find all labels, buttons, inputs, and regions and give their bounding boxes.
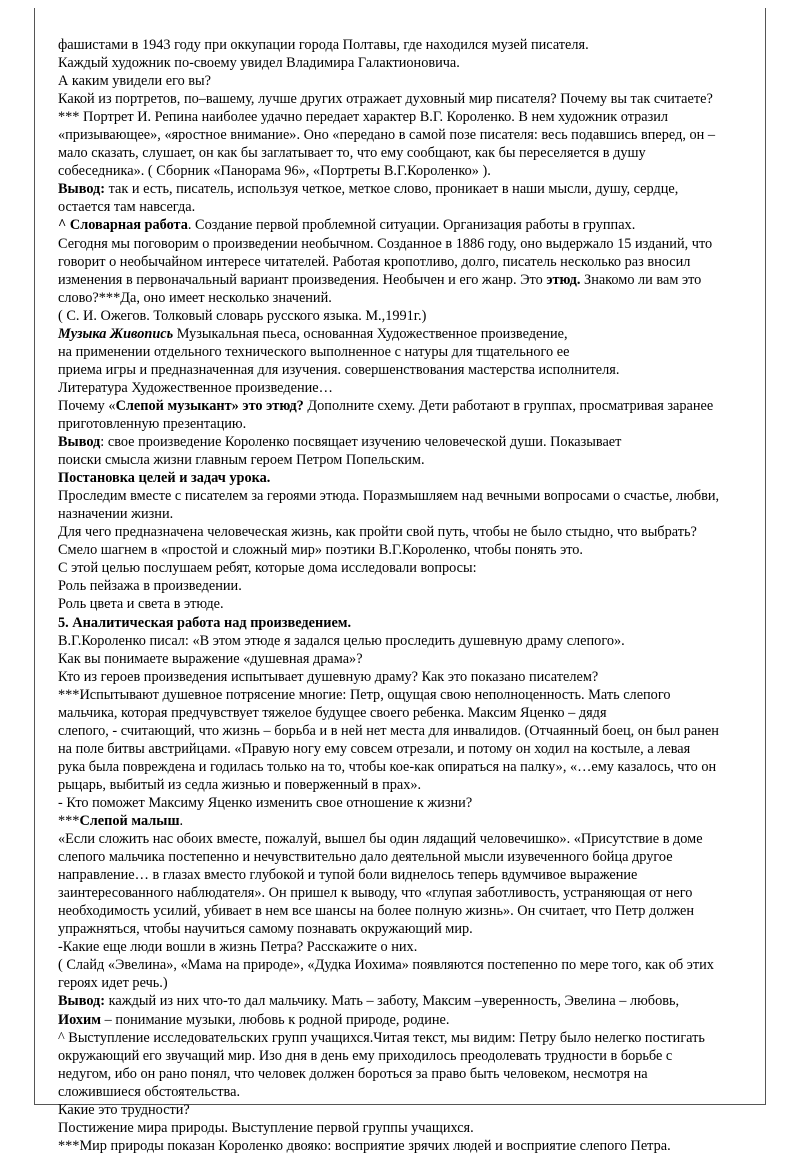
text-run: изменения в первоначальный вариант произведения. Необычен и его жанр. Это	[58, 271, 547, 288]
text-run: – понимание музыки, любовь к родной природе, родине.	[101, 1011, 450, 1028]
text-line: Литература Художественное произведение…	[58, 379, 333, 396]
emphasis-run: Музыка Живопись	[58, 325, 174, 342]
text-line: необходимость усилий, убивает в нем все шансы на более полную жизнь». Он считает, что Петр должен	[58, 903, 695, 920]
text-line: Для чего предназначена человеческая жизнь, как пройти свой путь, чтобы не было стыдно, что выбрать?	[58, 524, 697, 541]
text-line: А каким увидели его вы?	[58, 73, 212, 90]
text-line: Роль пейзажа в произведении.	[58, 578, 242, 595]
text-line: мальчика, которая предчувствует тяжелое будущее своего ребенка. Максим Яценко – дядя	[58, 704, 607, 721]
text-line: приготовленную презентацию.	[58, 415, 247, 432]
emphasis-run: ^ Словарная работа	[58, 217, 188, 234]
text-line: - Кто поможет Максиму Яценко изменить свое отношение к жизни?	[58, 794, 473, 811]
text-line: героях идет речь.)	[58, 975, 168, 992]
text-run: Дополните схему. Дети работают в группах, просматривая заранее	[303, 397, 714, 414]
text-line	[58, 614, 758, 632]
text-line: Сегодня мы поговорим о произведении необычном. Созданное в 1886 году, оно выдержало 15 изданий, что	[58, 235, 713, 252]
text-line: Какие это трудности?	[58, 1101, 190, 1118]
emphasis-run: этюд.	[546, 271, 581, 288]
text-line: слепого мальчика постепенно и нечувствительно дало деятельной мысли изувеченного бойца другое	[58, 849, 673, 866]
text-run: каждый из них что-то дал мальчику. Мать – заботу, Максим –уверенность, Эвелина – любовь,	[105, 993, 680, 1010]
text-line: рыцарь, выбитый из седла жизнью и поверженный в прах».	[58, 776, 422, 793]
text-line	[58, 1011, 758, 1029]
text-line	[58, 433, 758, 451]
text-line: ^ Выступление исследовательских групп учащихся.Читая текст, мы видим: Петру было нелегко постигать	[58, 1029, 705, 1046]
text-line: Постижение мира природы. Выступление первой группы учащихся.	[58, 1119, 474, 1136]
text-line: *** Портрет И. Репина наиболее удачно передает характер В.Г. Короленко. В нем художник отразил	[58, 109, 669, 126]
text-run: Почему «	[58, 397, 116, 414]
emphasis-run: Иохим	[58, 1011, 102, 1028]
text-line	[58, 397, 758, 415]
emphasis-run: Слепой музыкант» это этюд?	[115, 397, 304, 414]
emphasis-run: Вывод:	[58, 181, 106, 198]
text-line: Смело шагнем в «простой и сложный мир» поэтики В.Г.Короленко, чтобы понять это.	[58, 542, 583, 559]
text-line: -Какие еще люди вошли в жизнь Петра? Расскажите о них.	[58, 939, 418, 956]
text-line	[58, 271, 758, 289]
text-line	[58, 992, 758, 1010]
text-line: В.Г.Короленко писал: «В этом этюде я задался целью проследить душевную драму слепого».	[58, 632, 625, 649]
text-line: «призывающее», «яростное внимание». Оно «передано в самой позе писателя: весь подавшись вперед, он –	[58, 127, 716, 144]
emphasis-run: 5. Аналитическая работа над произведением.	[58, 614, 352, 631]
emphasis-run: Вывод	[58, 434, 101, 451]
text-line: говорит о необычайном интересе читателей. Работая кропотливо, долго, писатель несколько раз вносил	[58, 253, 691, 270]
text-run: Музыкальная пьеса, основанная Художественное произведение,	[173, 325, 568, 342]
text-line: сложившиеся обстоятельства.	[58, 1083, 241, 1100]
text-line: С этой целью послушаем ребят, которые дома исследовали вопросы:	[58, 560, 477, 577]
text-line: ( С. И. Ожегов. Толковый словарь русского языка. М.,1991г.)	[58, 307, 427, 324]
text-run: : свое произведение Короленко посвящает изучению человеческой души. Показывает	[100, 434, 622, 451]
text-line: поиски смысла жизни главным героем Петром Попельским.	[58, 452, 425, 469]
text-line: на применении отдельного технического выполненное с натуры для тщательного ее	[58, 343, 570, 360]
text-line: упражняться, чтобы научиться самому познавать окружающий мир.	[58, 921, 473, 938]
text-line: недугом, ибо он рано понял, что человек должен бороться за право быть человеком, несмотря на	[58, 1065, 648, 1082]
text-line: назначении жизни.	[58, 506, 174, 523]
text-line	[58, 469, 758, 487]
text-line: рука была повреждена и годилась только на то, чтобы кое-как опираться на палку», «…ему казалось, что он	[58, 758, 717, 775]
emphasis-run: Вывод:	[58, 993, 106, 1010]
text-line: ***Испытывают душевное потрясение многие: Петр, ощущая свою неполноценность. Мать слепого	[58, 686, 671, 703]
text-line	[58, 216, 758, 234]
text-line: Кто из героев произведения испытывает душевную драму? Как это показано писателем?	[58, 668, 599, 685]
text-run: ***	[58, 813, 80, 830]
emphasis-run: Постановка целей и задач урока.	[58, 470, 271, 487]
text-line: «Если сложить нас обоих вместе, пожалуй, вышел бы один лядащий человечишко». «Присутствие в доме	[58, 831, 703, 848]
document-body	[58, 36, 758, 1155]
text-line: остается там навсегда.	[58, 199, 196, 216]
text-line: Какой из портретов, по–вашему, лучше других отражает духовный мир писателя? Почему вы так считаете?	[58, 91, 713, 108]
text-line	[58, 325, 758, 343]
text-run: так и есть, писатель, используя четкое, меткое слово, проникает в наши мысли, душу, сердце,	[105, 181, 679, 198]
text-line: слово?***Да, оно имеет несколько значений.	[58, 289, 332, 306]
text-line: собеседника». ( Сборник «Панорама 96», «Портреты В.Г.Короленко» ).	[58, 163, 491, 180]
text-line: приема игры и предназначенная для изучения. совершенствования мастерства исполнителя.	[58, 361, 620, 378]
text-line	[58, 812, 758, 830]
emphasis-run: Слепой малыш	[79, 813, 180, 830]
text-line: Как вы понимаете выражение «душевная драма»?	[58, 650, 363, 667]
text-line: заинтересованного наблюдателя». Он пришел к выводу, что «глупая заботливость, устраняющая от него	[58, 885, 693, 902]
text-line: Каждый художник по-своему увидел Владимира Галактионовича.	[58, 55, 460, 72]
text-line: на поле битвы австрийцами. «Правую ногу ему совсем отрезали, и потому он ходил на костыле, а левая	[58, 740, 691, 757]
text-run: Знакомо ли вам это	[580, 271, 702, 288]
text-line: Проследим вместе с писателем за героями этюда. Поразмышляем над вечными вопросами о счастье, любви,	[58, 488, 720, 505]
text-line: фашистами в 1943 году при оккупации города Полтавы, где находился музей писателя.	[58, 37, 589, 53]
text-run: . Создание первой проблемной ситуации. Организация работы в группах.	[187, 217, 636, 234]
text-line: направление… в глазах вместо глубокой и тупой боли виднелось теперь вдумчивое выражение	[58, 867, 638, 884]
text-line: слепого, - считающий, что жизнь – борьба и в ней нет места для инвалидов. (Отчаянный боец, он был ранен	[58, 722, 719, 739]
text-run: .	[179, 813, 184, 830]
text-line: Роль цвета и света в этюде.	[58, 596, 224, 613]
text-line: ***Мир природы показан Короленко двояко: восприятие зрячих людей и восприятие слепого Петра.	[58, 1137, 671, 1154]
text-line	[58, 180, 758, 198]
text-line: окружающий его звучащий мир. Изо дня в день ему приходилось преодолевать трудности в борьбе с	[58, 1047, 673, 1064]
text-line: ( Слайд «Эвелина», «Мама на природе», «Дудка Иохима» появляются постепенно по мере того, как об этих	[58, 957, 714, 974]
text-line: мало сказать, слушает, он как бы заглатывает то, что ему сообщают, как бы переселяется в душу	[58, 145, 646, 162]
